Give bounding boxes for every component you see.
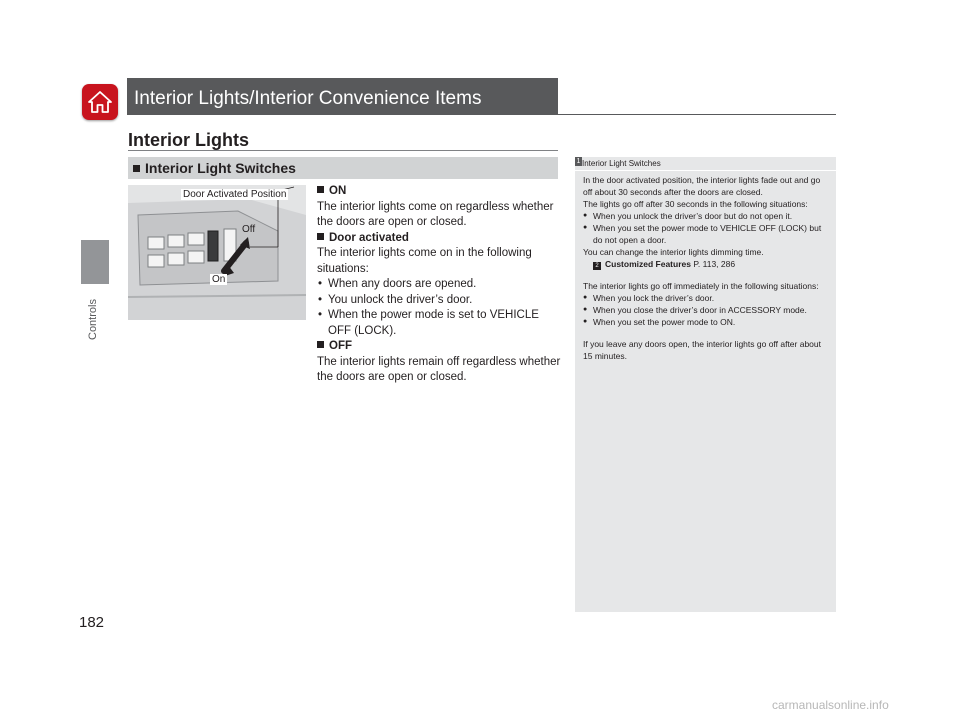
reference-label: Customized Features	[605, 259, 691, 269]
list-item: • You unlock the driver’s door.	[317, 293, 561, 309]
note-marker-icon: 1	[576, 158, 581, 165]
section-heading: Interior Lights	[128, 130, 249, 150]
note-paragraph: If you leave any doors open, the interior lights go off after about 15 minutes.	[583, 339, 821, 361]
watermark: carmanualsonline.info	[772, 698, 889, 712]
subheading	[133, 160, 296, 176]
note-rule	[575, 170, 836, 171]
side-label: Controls	[87, 299, 99, 340]
list-item: ● When you set the power mode to VEHICLE OFF (LOCK) but do not open a door.	[583, 222, 831, 246]
reference-arrow-icon: 2	[593, 262, 601, 270]
note-body	[583, 174, 831, 362]
list-item: • When any doors are opened.	[317, 277, 561, 293]
square-bullet-icon	[317, 233, 324, 240]
door-activated-heading: Door activated	[317, 231, 561, 247]
door-activated-label: Door Activated Position	[183, 189, 287, 200]
page-title: Interior Lights/Interior Convenience Items	[134, 88, 482, 109]
off-label: Off	[242, 224, 256, 235]
door-activated-description: The interior lights come on in the following situations:	[317, 247, 532, 275]
side-tab-divider	[81, 282, 109, 284]
note-paragraph: In the door activated position, the interior lights fade out and go off about 30 seconds after the doors are closed.	[583, 175, 821, 197]
note-title: Interior Light Switches	[582, 159, 661, 168]
cross-reference[interactable]	[583, 258, 831, 270]
list-item: • When the power mode is set to VEHICLE OFF (LOCK).	[317, 308, 561, 339]
square-bullet-icon	[133, 165, 140, 172]
on-description: The interior lights come on regardless whether the doors are open or closed.	[317, 200, 554, 228]
side-tab-controls[interactable]	[81, 240, 109, 282]
reference-pages: P. 113, 286	[690, 259, 736, 269]
home-button[interactable]	[82, 84, 118, 120]
list-item: ● When you set the power mode to ON.	[583, 316, 831, 328]
interior-light-illustration	[128, 185, 306, 320]
on-heading: ON	[317, 184, 561, 200]
off-heading: OFF	[317, 339, 561, 355]
note-paragraph: You can change the interior lights dimming time.	[583, 247, 764, 257]
body-text	[317, 184, 561, 386]
off-description: The interior lights remain off regardless whether the doors are open or closed.	[317, 355, 561, 383]
section-rule	[128, 150, 558, 151]
note-paragraph: The lights go off after 30 seconds in the following situations:	[583, 199, 808, 209]
square-bullet-icon	[317, 341, 324, 348]
page-number: 182	[79, 614, 105, 631]
on-label: On	[212, 274, 226, 285]
square-bullet-icon	[317, 186, 324, 193]
list-item: ● When you unlock the driver’s door but do not open it.	[583, 210, 831, 222]
title-rule	[127, 114, 836, 115]
list-item: ● When you close the driver’s door in ACCESSORY mode.	[583, 304, 831, 316]
home-icon	[87, 90, 113, 114]
note-paragraph: The interior lights go off immediately in the following situations:	[583, 281, 819, 291]
subheading-text: Interior Light Switches	[145, 160, 296, 176]
list-item: ● When you lock the driver’s door.	[583, 292, 831, 304]
